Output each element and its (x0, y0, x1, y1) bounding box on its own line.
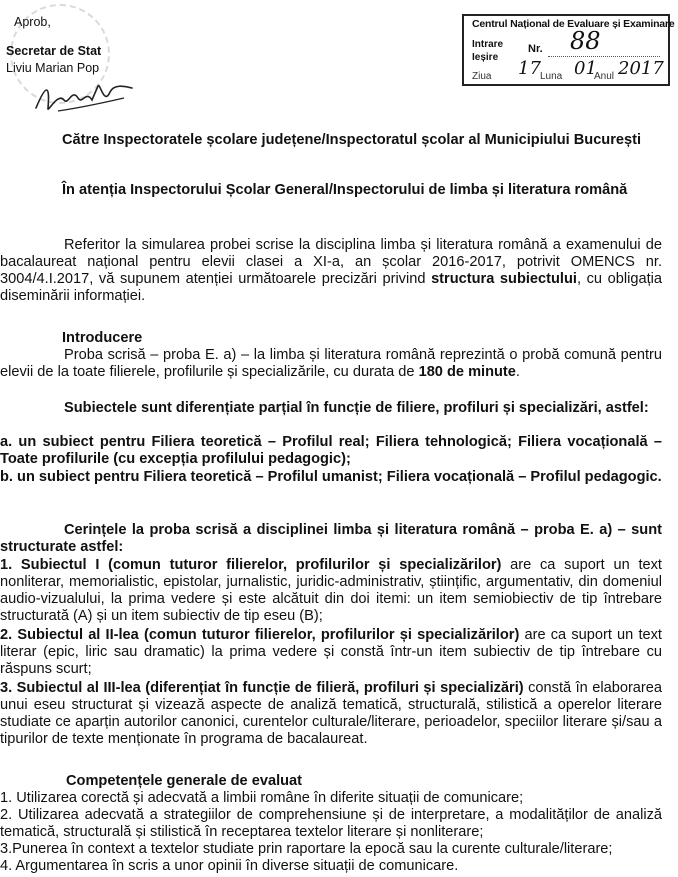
handwritten-signature (28, 78, 138, 118)
stamp-institution: Centrul Național de Evaluare și Examinare (472, 18, 675, 30)
requirements-title: Cerințele la proba scrisă a disciplinei limba și literatura română – proba E. a) – sunt structurate astfel: (0, 522, 662, 555)
stamp-month: 01 (574, 58, 597, 79)
competence-item: 3.Punerea în context a textelor studiate prin raportare la epocă sau la curente culturale/literare; (0, 841, 613, 857)
intro-tail: , cu obligația diseminării informației. (0, 271, 662, 304)
subject-1-title: 1. Subiectul I (comun tuturor filierelor, profilurilor și specializărilor) (0, 557, 502, 573)
intro-text: Referitor la simularea probei scrise la disciplina limba și literatura română a examenului de bacalaureat național pentru elevii clasei a XI-a, an școlar 2016-2017, potrivit OMENCS nr. 3004/4.I.2017, vă supunem atenției următoarele precizări privind (0, 237, 662, 287)
subject-3-text: constă în elaborarea unui eseu structurat și vizează aspecte de analiză tematică, structurală, stilistică a operelor literare studiate ce aparțin autorilor canonici, curentelor culturale/literare, perioadelor, speciilor literare și/sau a tipurilor de texte menționate în programa de bacalaureat. (0, 680, 663, 747)
stamp-day: 17 (518, 58, 541, 79)
stamp-day-label: Ziua (472, 71, 492, 82)
introducere-title: Introducere (62, 330, 143, 346)
intro-paragraph (0, 237, 662, 305)
competence-item: 1. Utilizarea corectă și adecvată a limbii române în diferite situații de comunicare; (0, 790, 524, 806)
stamp-nr-label: Nr. (528, 43, 543, 55)
subject-1-text: are ca suport un text nonliterar, memorialistic, epistolar, jurnalistic, juridic-administrativ, științific, argumentativ, din domeniul audio-vizualului, la prima vedere și este alcătuit din doi itemi: un item semiobiectiv de tip întrebare structurată (A) și un item subiectiv de tip eseu (B); (0, 557, 662, 624)
subject-2 (0, 627, 662, 678)
intro-bold: structura subiectului (431, 271, 577, 287)
subject-1 (0, 557, 662, 625)
approve-label: Aprob, (14, 15, 51, 29)
stamp-in-label: Intrare (472, 39, 504, 50)
introducere-paragraph (0, 347, 662, 381)
stamp-out-label: Ieșire (472, 52, 499, 63)
attention-heading: În atenția Inspectorului Școlar General/Inspectorului de limba și literatura română (62, 182, 628, 198)
exam-duration: 180 de minute (418, 364, 516, 380)
stamp-year-label: Anul (594, 71, 615, 82)
subject-3-title: 3. Subiectul al III-lea (diferențiat în funcție de filieră, profiluri și specializări) (0, 680, 524, 696)
subject-variant-b: b. un subiect pentru Filiera teoretică – Profilul umanist; Filiera vocațională – Profilul pedagogic. (0, 469, 662, 485)
subject-2-text: are ca suport un text literar (epic, liric sau dramatic) la prima vedere și constă într-un item subiectiv de tip întrebare cu răspuns scurt; (0, 627, 662, 677)
approval-block (6, 14, 156, 77)
stamp-month-label: Luna (540, 71, 563, 82)
introducere-text: Proba scrisă – proba E. a) – la limba și literatura română reprezintă o probă comună pentru elevii de la toate filierele, profilurile și specializările, cu durata de (0, 347, 662, 380)
introducere-tail: . (515, 364, 520, 380)
competence-item: 4. Argumentarea în scris a unor opinii în diverse situații de comunicare. (0, 858, 459, 874)
registration-stamp (462, 14, 675, 86)
stamp-nr-value: 88 (570, 27, 601, 55)
subjects-diff-title: Subiectele sunt diferențiate parțial în funcție de filiere, profiluri și specializări, astfel: (64, 400, 649, 416)
recipient-heading: Către Inspectoratele școlare județene/Inspectoratul școlar al Municipiului București (62, 132, 642, 148)
approver-role: Secretar de Stat (6, 44, 102, 58)
subject-variant-a: a. un subiect pentru Filiera teoretică – Profilul real; Filiera tehnologică; Filiera vocațională – Toate profilurile (cu excepția profilului pedagogic); (0, 434, 662, 467)
subject-3 (0, 680, 662, 748)
competence-item: 2. Utilizarea adecvată a strategiilor de comprehensiune și de interpretare, a modalităților de analiză tematică, structurală și stilistică în receptarea textelor literare și nonliterare; (0, 807, 662, 840)
stamp-year: 2017 (618, 58, 664, 79)
subject-2-title: 2. Subiectul al II-lea (comun tuturor filierelor, profilurilor și specializărilor) (0, 627, 520, 643)
competences-title: Competențele generale de evaluat (66, 773, 303, 789)
approver-name: Liviu Marian Pop (6, 61, 100, 75)
